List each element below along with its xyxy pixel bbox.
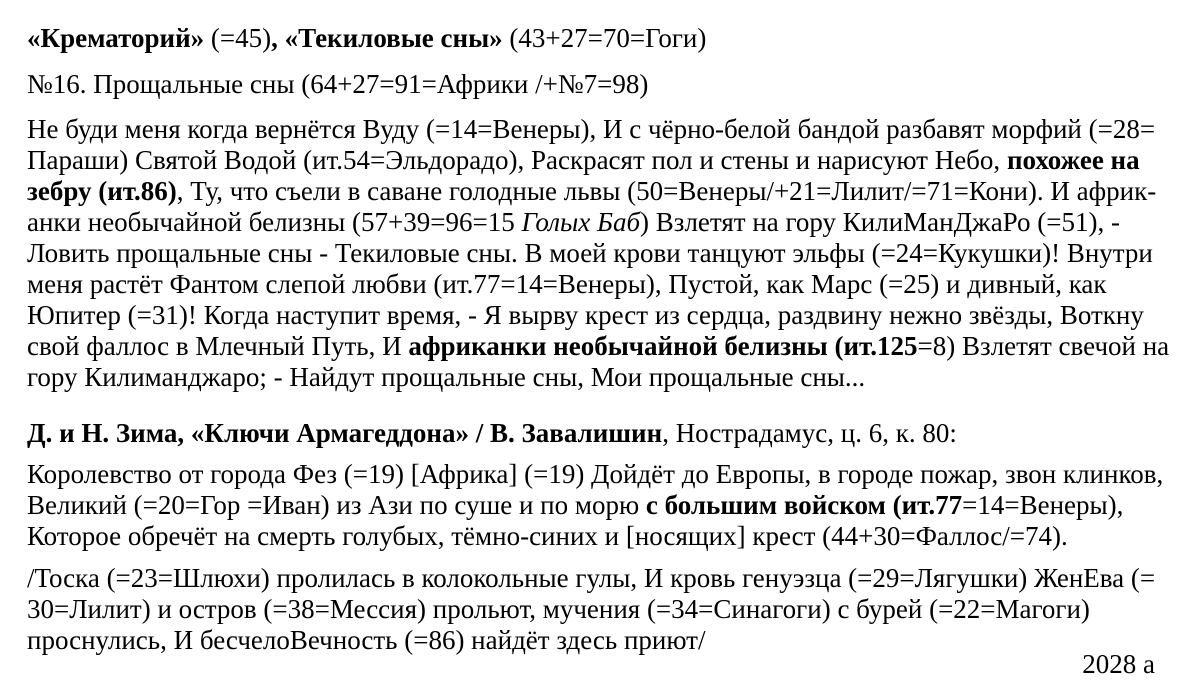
quatrain-line: Королевство от города Фез (=19) [Африка] (=19) Дойдёт до Европы, в городе пожар, звон клинков, xyxy=(27,459,1164,489)
lyrics-line: Ловить прощальные сны - Текиловые сны. В моей крови танцуют эльфы (=24=Кукушки)! Внутри xyxy=(27,238,1153,268)
quatrain-line: Которое обречёт на смерть голубых, тёмно-синих и [носящих] крест (44+30=Фаллос/=74). xyxy=(27,521,1068,551)
lyrics-text: анки необычайной белизны (57+39=96=15 xyxy=(27,207,522,237)
song-name: , «Текиловые сны» xyxy=(271,23,503,53)
title-line xyxy=(27,23,1160,54)
translation-line: проснулись, И бесчелоВечность (=86) найдёт здесь приют/ xyxy=(27,625,706,655)
page-number-label: 2028 а xyxy=(1082,649,1155,679)
track-number-line: №16. Прощальные сны (64+27=91=Африки /+№7=98) xyxy=(27,69,649,99)
authors-bold: Д. и Н. Зима, «Ключи Армагеддона» / В. Завалишин xyxy=(27,418,663,448)
lyrics-bold-phrase: похожее на xyxy=(1006,145,1140,175)
quatrain-text: =14=Венеры), xyxy=(962,490,1124,520)
quatrain-line xyxy=(27,490,1160,521)
lyrics-bold-phrase: африканки необычайной белизны (ит.125 xyxy=(408,331,918,361)
translation-line: 30=Лилит) и остров (=38=Мессия) прольют, мучения (=34=Синагоги) с бурей (=22=Магоги) xyxy=(27,594,1090,624)
lyrics-line: Юпитер (=31)! Когда наступит время, - Я вырву крест из сердца, раздвину нежно звёзды, Воткну xyxy=(27,300,1144,330)
source-reference: , Нострадамус, ц. 6, к. 80: xyxy=(662,418,957,448)
song-gematria-value: (43+27=70=Гоги) xyxy=(502,23,707,53)
lyrics-line xyxy=(27,207,1160,238)
lyrics-text: =8) Взлетят свечой на xyxy=(917,331,1170,361)
lyrics-text: свой фаллос в Млечный Путь, И xyxy=(27,331,409,361)
band-name: «Крематорий» xyxy=(27,23,205,53)
lyrics-line: Не буди меня когда вернётся Вуду (=14=Венеры), И с чёрно-белой бандой разбавят морфий (=28= xyxy=(27,114,1156,144)
lyrics-text: , Ту, что съели в саване голодные львы (50=Венеры/+21=Лилит/=71=Кони). И африк- xyxy=(176,176,1157,206)
lyrics-line xyxy=(27,176,1160,207)
translation-line: /Тоска (=23=Шлюхи) пролилась в колокольные гулы, И кровь генуэзца (=29=Лягушки) ЖенЕва (= xyxy=(27,563,1156,593)
translation-paragraph xyxy=(27,563,1160,656)
section-heading xyxy=(27,418,1160,449)
quatrain-bold-phrase: с большим войском (ит.77 xyxy=(645,490,963,520)
lyrics-paragraph xyxy=(27,114,1170,393)
lyrics-italic-phrase: Голых Баб xyxy=(521,207,641,237)
lyrics-bold-phrase: зебру (ит.86) xyxy=(27,176,177,206)
quatrain-text: Великий (=20=Гор =Иван) из Ази по суше и по морю xyxy=(27,490,646,520)
lyrics-line xyxy=(27,331,1170,362)
lyrics-line: меня растёт Фантом слепой любви (ит.77=14=Венеры), Пустой, как Марс (=25) и дивный, как xyxy=(27,269,1107,299)
lyrics-line xyxy=(27,145,1160,176)
lyrics-line: гору Килиманджаро; - Найдут прощальные сны, Мои прощальные сны... xyxy=(27,362,866,392)
band-gematria-value: (=45) xyxy=(204,23,272,53)
lyrics-text: Параши) Святой Водой (ит.54=Эльдорадо), Раскрасят пол и стены и нарисуют Небо, xyxy=(27,145,1007,175)
quatrain-paragraph xyxy=(27,459,1164,552)
lyrics-text: ) Взлетят на гору КилиМанДжаРо (=51), - xyxy=(640,207,1120,237)
